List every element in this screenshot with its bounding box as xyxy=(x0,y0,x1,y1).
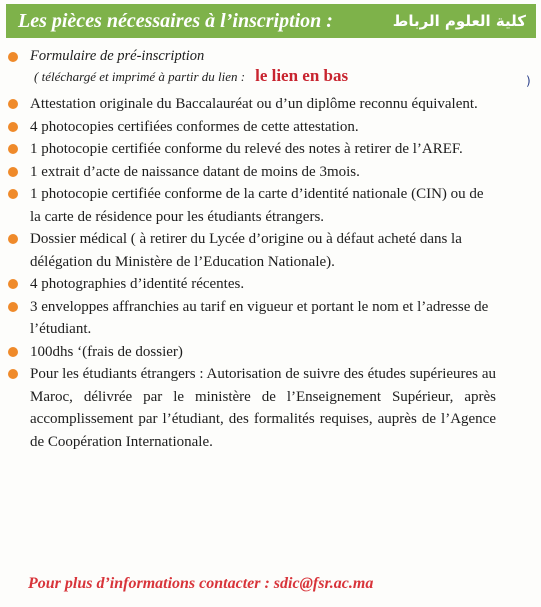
list-item xyxy=(6,228,496,273)
list-item-text: 4 photographies d’identité récentes. xyxy=(30,276,245,292)
form-note xyxy=(30,66,496,87)
list-item-form xyxy=(6,46,496,87)
list-item-text: 1 photocopie certifiée conforme du relevé des notes à retirer de l’AREF. xyxy=(30,141,463,157)
list-item xyxy=(6,341,496,364)
list-item-text: 1 extrait d’acte de naissance datant de moins de 3mois. xyxy=(30,163,360,180)
list-item xyxy=(6,183,496,228)
bullet-icon xyxy=(8,167,18,177)
bullet-icon xyxy=(8,52,18,62)
list-item-text: Dossier médical ( à retirer du Lycée d’origine ou à défaut acheté dans la délégation du Ministère de l’Education Nationale). xyxy=(30,231,462,270)
bullet-icon xyxy=(8,122,18,132)
bullet-icon xyxy=(8,234,18,244)
list-item xyxy=(6,93,496,116)
requirements-list xyxy=(6,46,496,453)
contact-line: Pour plus d’informations contacter : sdic@fsr.ac.ma xyxy=(28,575,374,592)
list-item-text: 3 enveloppes affranchies au tarif en vigueur et portant le nom et l’adresse de l’étudiant. xyxy=(30,298,489,337)
list-item-text: 100dhs ‘(frais de dossier) xyxy=(30,343,183,360)
header-banner xyxy=(6,4,536,38)
paren-mark-icon: ) xyxy=(526,74,531,88)
bullet-icon xyxy=(8,279,18,289)
bullet-icon xyxy=(8,369,18,379)
form-title: Formulaire de pré-inscription xyxy=(30,48,205,64)
list-item xyxy=(6,363,496,453)
bullet-icon xyxy=(8,144,18,154)
bullet-icon xyxy=(8,99,18,109)
page-title: Les pièces nécessaires à l’inscription : xyxy=(18,9,333,32)
bullet-icon xyxy=(8,302,18,312)
bullet-icon xyxy=(8,347,18,357)
faculty-name-arabic: كلية العلوم الرباط xyxy=(392,12,526,30)
registration-link[interactable]: le lien en bas xyxy=(255,66,349,85)
bullet-icon xyxy=(8,189,18,199)
list-item-text: Pour les étudiants étrangers : Autorisation de suivre des études supérieures au Maroc, délivrée par le ministère de l’Enseignement Supérieur, après accomplissement par l’étudiant, des formalités requises, auprès de l’Agence de Coopération Internationale. xyxy=(30,366,496,450)
list-item-text: 1 photocopie certifiée conforme de la carte d’identité nationale (CIN) ou de la carte de résidence pour les étudiants étrangers. xyxy=(30,186,484,225)
list-item xyxy=(6,273,496,296)
list-item xyxy=(6,138,496,161)
list-item-text: Attestation originale du Baccalauréat ou d’un diplôme reconnu équivalent. xyxy=(30,96,478,112)
list-item xyxy=(6,161,496,184)
list-item xyxy=(6,116,496,139)
form-note-text: ( téléchargé et imprimé à partir du lien : xyxy=(34,69,246,84)
list-item xyxy=(6,296,496,341)
list-item-text: 4 photocopies certifiées conformes de cette attestation. xyxy=(30,118,359,135)
